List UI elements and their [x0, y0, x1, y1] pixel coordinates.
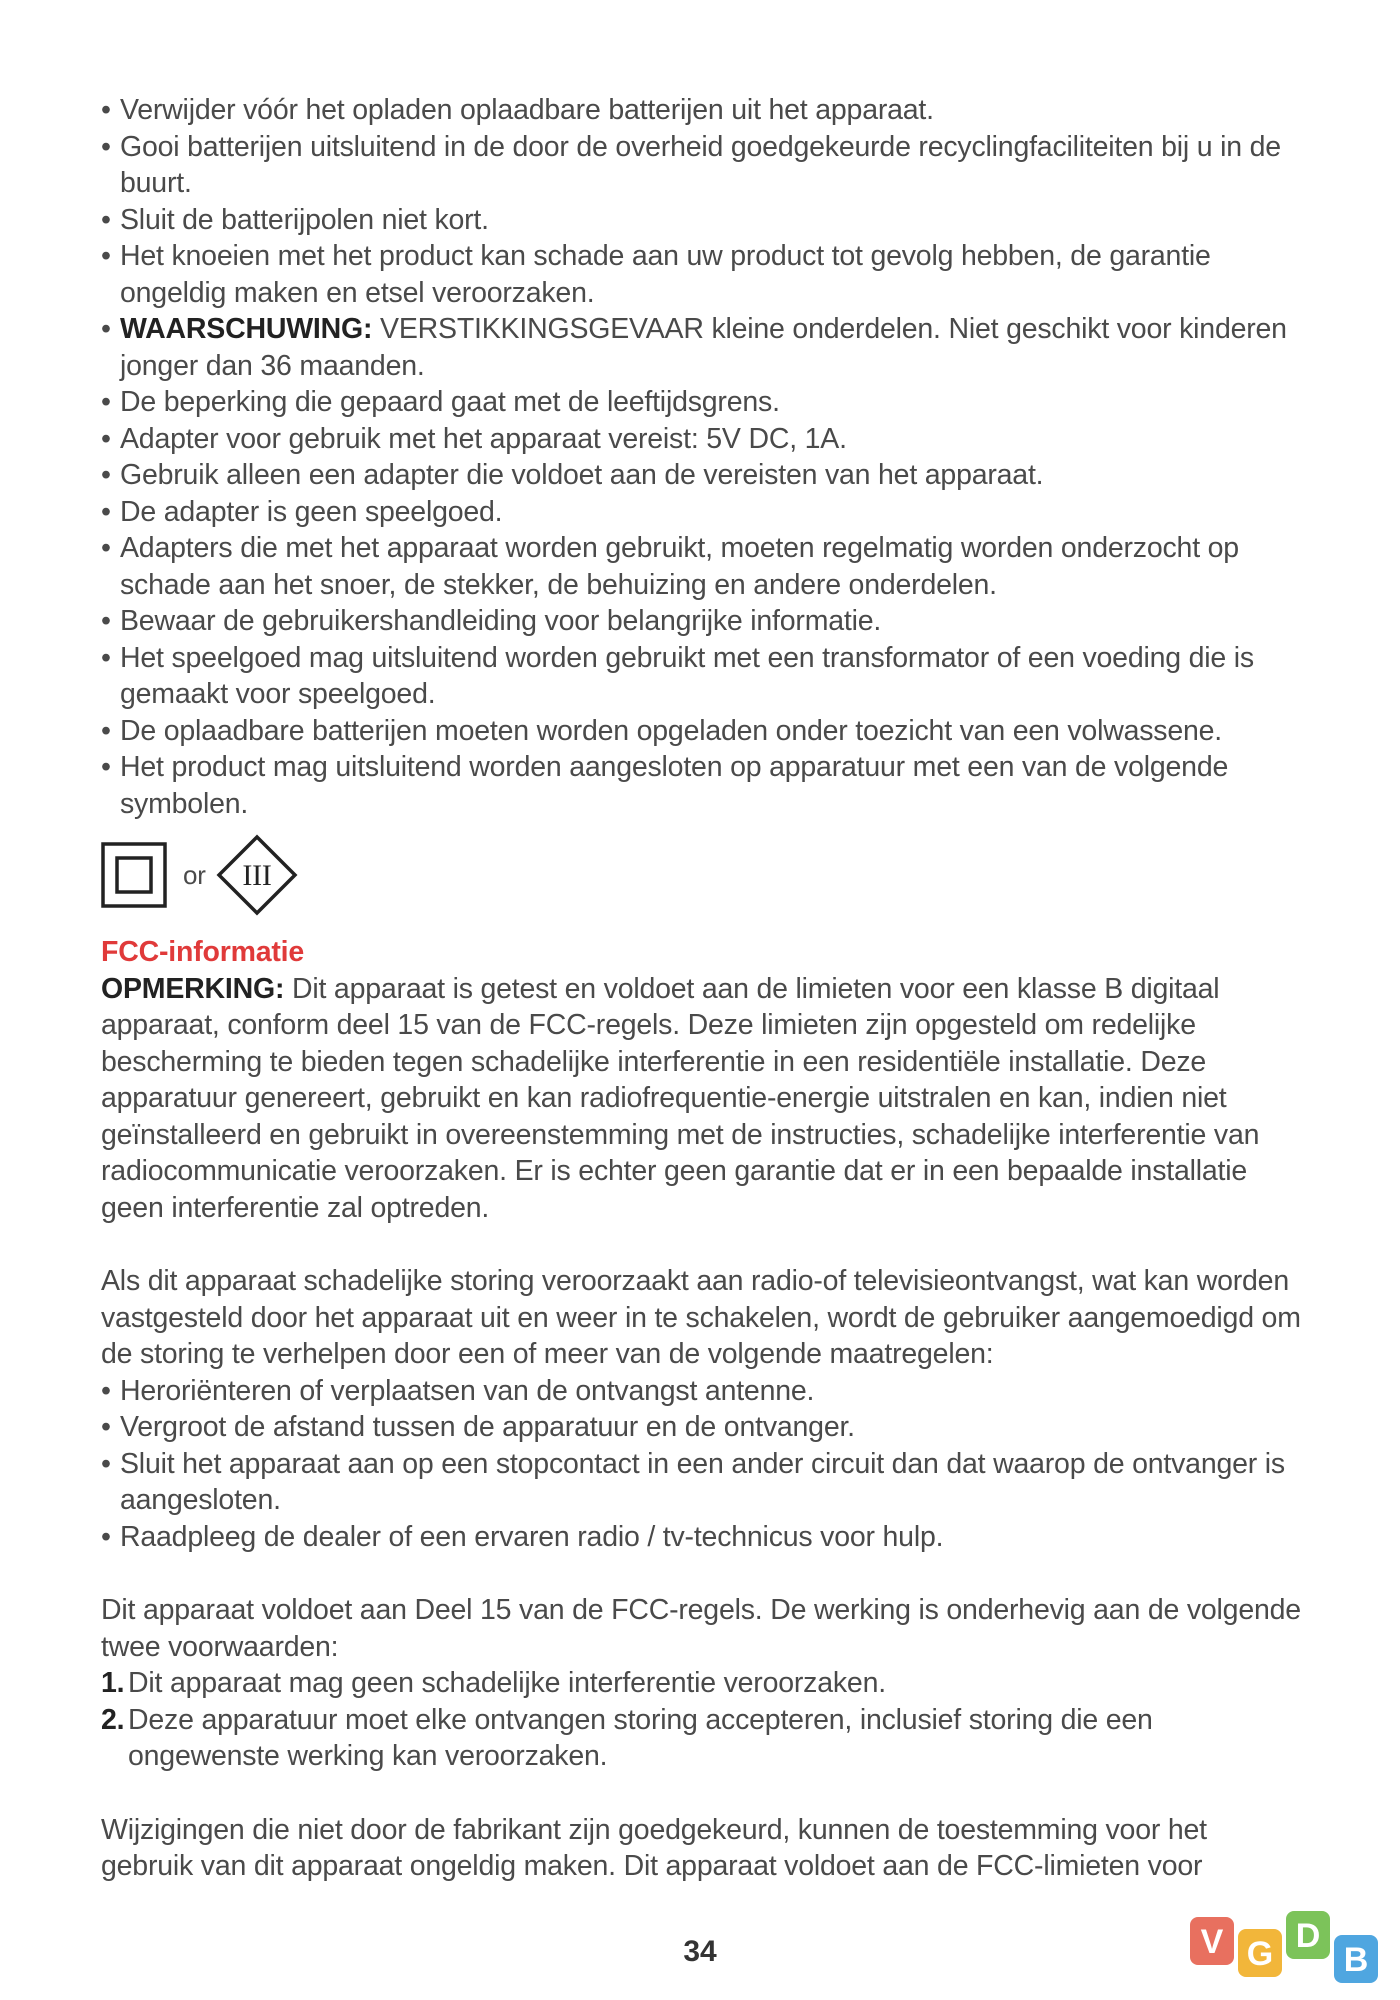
- measures-list: [101, 1373, 1301, 1556]
- measure-text: Sluit het apparaat aan op een stopcontact in een ander circuit dan dat waarop de ontvanger is aangesloten.: [120, 1447, 1285, 1516]
- diamond-III-icon: [216, 834, 298, 916]
- bullet-text: Gooi batterijen uitsluitend in de door de overheid goedgekeurde recyclingfaciliteiten bij u in de buurt.: [120, 130, 1281, 199]
- bullet-text: De adapter is geen speelgoed.: [120, 495, 503, 528]
- bullet-item: [101, 494, 1301, 531]
- note-label: OPMERKING:: [101, 972, 285, 1005]
- measure-item: [101, 1409, 1301, 1446]
- bullet-item: [101, 640, 1301, 713]
- measure-item: [101, 1373, 1301, 1410]
- bullet-text: Het speelgoed mag uitsluitend worden gebruikt met een transformator of een voeding die is gemaakt voor speelgoed.: [120, 641, 1254, 710]
- paragraph-gap: [101, 1775, 1301, 1812]
- bullet-text: Het product mag uitsluitend worden aangesloten op apparatuur met een van de volgende symbolen.: [120, 751, 1229, 820]
- note-text: Dit apparaat is getest en voldoet aan de limieten voor een klasse B digitaal apparaat, conform deel 15 van de FCC-regels. Deze limieten zijn opgesteld om redelijke bescherming te bieden tegen schadelijke interferentie in een residentiële installatie. Deze apparatuur genereert, gebruikt en kan radiofrequentie-energie uitstralen en kan, indien niet geïnstalleerd en gebruikt in overeenstemming met de instructies, schadelijke interferentie van radiocommunicatie veroorzaken. Er is echter geen garantie dat er in een bepaalde installatie geen interferentie zal optreden.: [101, 972, 1260, 1224]
- warning-label: WAARSCHUWING:: [120, 313, 373, 345]
- equipment-symbols: [101, 834, 1301, 916]
- fcc-section-title: FCC-informatie: [101, 936, 305, 968]
- bullet-text: Bewaar de gebruikershandleiding voor belangrijke informatie.: [120, 605, 882, 637]
- bullet-item: [101, 603, 1301, 640]
- bullet-item: [101, 238, 1301, 311]
- conditions-intro: Dit apparaat voldoet aan Deel 15 van de FCC-regels. De werking is onderhevig aan de volgende twee voorwaarden:: [101, 1594, 1301, 1663]
- bullet-item: [101, 457, 1301, 494]
- logo-letter-b: B: [1343, 1941, 1369, 1979]
- or-label: or: [183, 859, 206, 890]
- vgdb-logo: [1190, 1905, 1390, 1990]
- bullet-text: Adapters die met het apparaat worden gebruikt, moeten regelmatig worden onderzocht op schade aan het snoer, de stekker, de behuizing en andere onderdelen.: [120, 532, 1239, 601]
- measure-item: [101, 1519, 1301, 1556]
- logo-letter-d: D: [1295, 1917, 1321, 1955]
- measure-text: Vergroot de afstand tussen de apparatuur en de ontvanger.: [120, 1411, 855, 1443]
- page-number: 34: [683, 1935, 717, 1968]
- bullet-text: De oplaadbare batterijen moeten worden opgeladen onder toezicht van een volwassene.: [120, 714, 1222, 747]
- class3-label: III: [242, 859, 272, 892]
- paragraph-gap: [101, 1226, 1301, 1263]
- bullet-text: Gebruik alleen een adapter die voldoet aan de vereisten van het apparaat.: [120, 459, 1044, 491]
- safety-bullet-list: [101, 92, 1301, 822]
- measure-item: [101, 1446, 1301, 1519]
- logo-letter-v: V: [1200, 1923, 1224, 1961]
- bullet-text: Verwijder vóór het opladen oplaadbare batterijen uit het apparaat.: [120, 94, 934, 126]
- bullet-item: [101, 530, 1301, 603]
- bullet-text: VERSTIKKINGSGEVAAR kleine onderdelen. Niet geschikt voor kinderen jonger dan 36 maanden.: [120, 313, 1287, 382]
- bullet-item: [101, 202, 1301, 239]
- bullet-text: De beperking die gepaard gaat met de leeftijdsgrens.: [120, 386, 780, 418]
- condition-text: Dit apparaat mag geen schadelijke interferentie veroorzaken.: [128, 1667, 886, 1699]
- condition-number: 1.: [101, 1667, 125, 1699]
- page-content: [101, 92, 1301, 1885]
- bullet-item: [101, 92, 1301, 129]
- bullet-item: [101, 713, 1301, 750]
- bullet-item: [101, 384, 1301, 421]
- bullet-text: Adapter voor gebruik met het apparaat vereist: 5V DC, 1A.: [120, 422, 847, 455]
- bullet-item: [101, 421, 1301, 458]
- interference-paragraph: Als dit apparaat schadelijke storing veroorzaakt aan radio-of televisieontvangst, wat kan worden vastgesteld door het apparaat uit en weer in te schakelen, wordt de gebruiker aangemoedigd om de storing te verhelpen door een of meer van de volgende maatregelen:: [101, 1265, 1301, 1370]
- bullet-text: Het knoeien met het product kan schade aan uw product tot gevolg hebben, de garantie ongeldig maken en etsel veroorzaken.: [120, 240, 1211, 309]
- bullet-text: Sluit de batterijpolen niet kort.: [120, 203, 489, 236]
- modifications-paragraph: Wijzigingen die niet door de fabrikant zijn goedgekeurd, kunnen de toestemming voor het gebruik van dit apparaat ongeldig maken. Dit apparaat voldoet aan de FCC-limieten voor: [101, 1813, 1207, 1882]
- logo-letter-g: G: [1246, 1935, 1274, 1973]
- condition-number: 2.: [101, 1703, 125, 1736]
- condition-item: [101, 1702, 1301, 1775]
- measure-text: Heroriënteren of verplaatsen van de ontvangst antenne.: [120, 1374, 815, 1407]
- measure-text: Raadpleeg de dealer of een ervaren radio / tv-technicus voor hulp.: [120, 1520, 944, 1553]
- bullet-item: [101, 129, 1301, 202]
- conditions-list: [101, 1665, 1301, 1775]
- condition-item: [101, 1665, 1301, 1702]
- double-square-icon: [101, 842, 167, 908]
- paragraph-gap: [101, 1555, 1301, 1592]
- fcc-note-paragraph: [101, 971, 1301, 1227]
- warning-bullet-item: [101, 311, 1301, 384]
- condition-text: Deze apparatuur moet elke ontvangen storing accepteren, inclusief storing die een ongewenste werking kan veroorzaken.: [128, 1703, 1153, 1772]
- bullet-item: [101, 749, 1301, 822]
